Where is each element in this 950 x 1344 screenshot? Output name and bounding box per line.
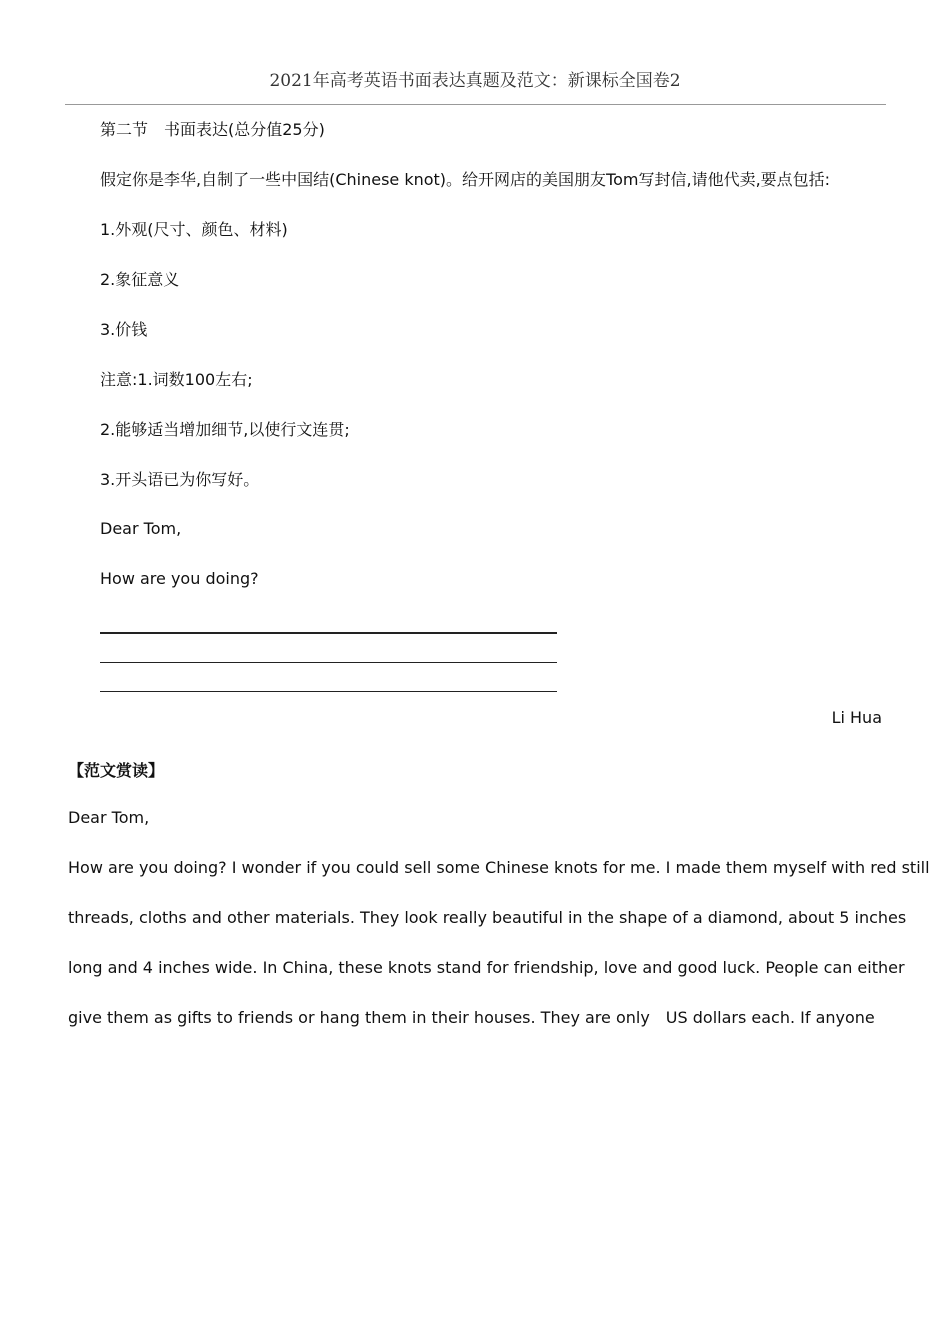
- letter-signature: Li Hua: [831, 708, 882, 727]
- page-header-title: 2021年高考英语书面表达真题及范文：新课标全国卷2: [269, 71, 681, 91]
- sample-essay-line: long and 4 inches wide. In China, these knots stand for friendship, love and good luck. People can either: [68, 958, 905, 977]
- sample-essay-line: How are you doing? I wonder if you could sell some Chinese knots for me. I made them myself with red still: [68, 858, 930, 877]
- letter-opening: How are you doing?: [100, 569, 259, 588]
- task-point: 3.价钱: [100, 320, 148, 339]
- header-divider: [65, 104, 886, 105]
- letter-greeting: Dear Tom,: [100, 519, 182, 538]
- sample-essay-line: threads, cloths and other materials. They look really beautiful in the shape of a diamond, about 5 inches: [68, 908, 907, 927]
- task-point: 1.外观(尺寸、颜色、材料): [100, 220, 288, 239]
- task-prompt: 假定你是李华,自制了一些中国结(Chinese knot)。给开网店的美国朋友Tom写封信,请他代卖,要点包括:: [100, 170, 831, 189]
- sample-essay-line: give them as gifts to friends or hang them in their houses. They are only US dollars each. If anyone: [68, 1008, 875, 1027]
- task-note: 3.开头语已为你写好。: [100, 470, 260, 489]
- task-note: 注意:1.词数100左右;: [100, 370, 253, 389]
- section-heading: 第二节 书面表达(总分值25分): [100, 120, 325, 139]
- answer-blank-line: [100, 632, 557, 634]
- answer-blank-line: [100, 691, 557, 692]
- task-point: 2.象征意义: [100, 270, 180, 289]
- task-note: 2.能够适当增加细节,以使行文连贯;: [100, 420, 350, 439]
- sample-greeting: Dear Tom,: [68, 808, 150, 827]
- answer-blank-line: [100, 662, 557, 663]
- sample-essay-title: 【范文赏读】: [68, 761, 165, 780]
